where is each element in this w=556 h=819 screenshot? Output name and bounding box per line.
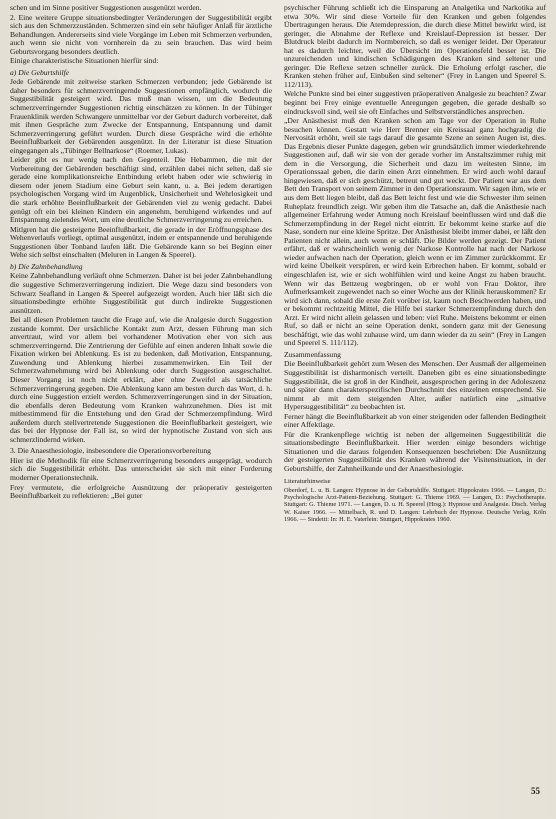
right-paragraph: Die Beeinflußbarkeit gehört zum Wesen des Menschen. Der Ausmaß der allgemeinen Suggestibilität ist disharmonisch verteilt. Daneben gibt es eine situationsbedingte Suggestibilität, die ist groß in der Kindheit, ausgesprochen gering in der Adoleszenz und später dann charakterspezifischen Durchschnitt des einzelnen entsprechend. Sie nimmt ab mit dem steigenden Alter, außer natürlich eine „situative Hypersuggestibilität“ zu beobachten ist. — [284, 359, 546, 412]
right-paragraph: „Der Anästhesist muß den Kranken schon am Tage vor der Operation in Ruhe besuchen können. Gestatt wie Herr Brenner ein Kreissaal ganz hochgradig die Nervosität erhöht, weil sie tags darauf die gesamte Szene an seinen Augen ist, dies. Das Ergebnis dieser Punkte dagegen, geben wir grundsätzlich immer wiederkehrende Suggestionen auf, daß wir sie von der gerade vorher im Anstaltszimmer ruhig mit dem in die Versorgung, die Sicherheit und dazu im weitesten Sinne, im Operationssaal geben, die darin einen Arzt einnehmen. Er wird auch wohl darauf hingewiesen, daß er sich geschützt, betreut und gut weckt. Der Patient war aus dem Bett den Transport von seinem Zimmer in den Operationsraum. Wir sagen ihm, wie er aus dem Bett liegen bleibt, daß das Bett leicht fest und wie die Schwester ihm seinen Ruheplatz freundlich zeigt. Wir geben ihm die Tatsache an, daß die Anästhesie nach allgemeiner Erfahrung weder Atmung noch Kreislauf beeinflussen wird und daß die Schmerzempfindung in der Regel nicht eintritt. Er bekommt keine starke auf die Nase, sondern nur eine kleine Spritze. Der Anästhesist bleibt immer dabei, er läßt den Patienten nicht allein, auch wenn er schläft. Die Bilder werden gezeigt. Der Patient erfährt, daß er wahrscheinlich wenig der Narkose Kontrolle hat nach der Narkose wieder aufwachen nach der Operation, gleich wenn er im Zimmer zurückkommt. Er wird keine Übelkeit verspüren, er wird kein Erbrechen haben. Er kommt, sobald er eingeschlafen ist, wie er sich wohlfühlen wird und keine Angst zu haben braucht. Wenn wir das Bettzeug wegbringen, ob er wohl von Frau Doktor, ihre Aufmerksamkeit zugewendet nach so einer Woche aus der Klinik herauskommen? Er wird sich dann, sobald die erste Zeit vorüber ist, kaum noch Beschwerden haben, und er bekommt rechtzeitig Mittel, die Hilfe bei starker Schmerzempfindung durch den Arzt. Er wird nicht allein gelassen und leben: viel Ruhe. Meistens bekommt er einen Ruf, so daß er nicht an seine Operation denkt, sondern ganz mit der Genesung beschäftigt, wie das wohl zuhause wird, um dann wieder da zu sein“ (Frey in Langen und Speerel S. 111/112). — [284, 116, 546, 348]
left-paragraph: Mitlgren hat die gesteigerte Beeinflußbarkeit, die gerade in der Eröffnungsphase des Wehenverlaufs vorliegt, optimal ausgenützt, indem er entspannende und beruhigende Suggestionen über Tonband laufen läßt. Die Gebärende kann so bei Beginn einer Wehe sich selbst einschalten (Meluren in Langen & Speerel). — [10, 224, 272, 260]
left-paragraph: schen und im Sinne positiver Suggestionen ausgenützt werden. — [10, 4, 202, 12]
right-text-column — [284, 4, 546, 809]
right-paragraph: Ferner hängt die Beeinflußbarkeit ab von einer steigenden oder fallenden Bedingtheit einer Affektlage. — [284, 411, 546, 430]
references-list: Oberdorf, L. u. B. Langen: Hypnose in der Geburtshilfe. Stuttgart: Hippokrates 1966. — Langen, D.: Psychologische Arzt-Patient-Beziehung. Stuttgart: G. Thieme 1969. — Langen, D.: Psychotherapie. Stuttgart: G. Thieme 1971. — Langen, D. u. H. Speerel (Hrsg.): Hypnose und Analgesie. Dtsch. Verlag W. Kaiser 1966. — Mittelbach, R. und D. Langen: Lehrbuch der Hypnose. Deutsche Verlag, Köln 1966. — Sindetti: In: H. E. Vaterlein: Stuttgart, Hippokrates 1960. — [284, 487, 546, 523]
left-paragraph: 2. Eine weitere Gruppe situationsbedingter Veränderungen der Suggestibilität ergibt sich aus den Schmerzzuständen. Schmerzen sind ein sehr häufiger Anlaß für ärztliche Behandlungen. Andererseits sind viele Vorgänge im Leben mit Schmerzen verbunden, auch wenn sie nicht von vornherein da zu sein brauchen. Das wird beim Geburtsvorgang besonders deutlich. — [10, 12, 272, 56]
page-number: 55 — [531, 786, 540, 796]
left-text-column — [10, 4, 272, 809]
left-paragraph: Jede Gebärende mit zeitweise starken Schmerzen verbunden; jede Gebärende ist daher besonders für schmerzverringernde Suggestionen empfänglich, wodurch die Suggestibilität gesteigert wird. Das muß man wissen, um die Bedeutung schmerzverringernder Suggestionen richtig einschätzen zu können. In der Tübinger Frauenklinik werden Schwangere unmittelbar vor der Geburt dadurch vorbereitet, daß mit ihnen Gespräche zum Zwecke der Entspannung, Entspannung und damit Schmerzverringerung geführt wurden. Durch diese Gespräche wird die erhöhte Beeinflußbarkeit der Gebärenden ausgenützt. In der Literatur ist diese Situation eingegangen als „Tübinger Bellnarkose“ (Roemer, Lukas). — [10, 77, 272, 155]
left-paragraph: Einige charakteristische Situationen hierfür sind: — [10, 56, 159, 66]
left-paragraph: Frey vermutete, die erfolgreiche Ausnützung der präoperativ gesteigerten Beeinflußbarkeit zu reflektieren: „Bei guter — [10, 482, 272, 501]
left-paragraph: Leider gibt es nur wenig nach den Gegenteil. Die Hebammen, die mit der Vorbereitung der Gebärenden beschäftigt sind, erzählen dabei nicht selten, daß sie gerade eine komplikationsreiche Entbindung erlebt haben oder wie schwierig in diesem oder jenem Stadium eine Geburt sein kann, u. a. Bei jedem derartigen psychologischen Vorgang wird im Augenblick, Unsicherheit und Wehrlosigkeit und die stark erhöhte Beeinflußbarkeit der Gebärenden viel zu wenig gedacht. Dabei genügt oft ein bei kleinen Kindern ein angenehm, beruhigend wirkendes und auf Entspannung zielendes Wort, um eine deutliche Schmerzverringerung zu erreichen. — [10, 155, 272, 225]
left-paragraph: Bei all diesen Problemen taucht die Frage auf, wie die Analgesie durch Suggestion zustande kommt. Der ursächliche Kontakt zum Arzt, dessen Führung man sich anvertraut, wird vor allem bei vorhandener Motivation eher von sich aus schmerzverringernd. Die Zentrierung der Gefühle auf einen anderen Inhalt sowie die Fixation wirken bei Ablenkung. Es ist zu bedenken, daß Motivation, Entspannung, Zuwendung und Ablenkung hierbei zusammenwirken. Ein Teil der Schmerzwahrnehmung wird bei Ablenkung oder durch Suggestion ausgeschaltet. Dieser Vorgang ist noch nicht erklärt, aber ohne Zweifel als tatsächliche Schmerzverringerung gegeben. Die Ablenkung kann am besten durch das Wort, d. h. durch eine Suggestion erzielt werden. Schmerzverringerungen sind in der Situation, die ebenfalls deren Bedeutung vom Kranken wahrzunehmen. Dies ist mit mitbestimmend für die Entstehung und den Grad der Schmerzempfindung. Wird außerdem durch stellvertretende Suggestionen die Beeinflußbarkeit gesteigert, wie das bei der Hypnose der Fall ist, so wird der hypnotische Zustand von sich aus schmerzlindernd wirken. — [10, 315, 272, 444]
right-paragraph: Für die Krankenpflege wichtig ist neben der allgemeinen Suggestibilität die situationsbedingte Beeinflußbarkeit. Hier werden einige besonders wichtige Situationen und die daraus folgenden Konsequenzen beschrieben: Die Ausnützung der gesteigerten Suggestibilität des Kranken während der Visitensituation, in der Geburtshilfe, der Zahnheilkunde und der Anaesthesiologie. — [284, 429, 546, 473]
left-paragraph: Hier ist die Methodik für eine Schmerzverringerung besonders ausgeprägt, wodurch sich die Suggestibilität erhöht. Das unterscheidet sie sich mit einer Forderung moderner Operationstechnik. — [10, 455, 272, 482]
left-section-heading: a) Die Geburtshilfe — [10, 67, 70, 77]
left-section-heading: 3. Die Anaesthesiologie, insbesondere die Operationsvorbereitung — [10, 446, 211, 456]
left-section-heading: b) Die Zahnbehandlung — [10, 261, 83, 271]
left-paragraph: Keine Zahnbehandlung verläuft ohne Schmerzen. Daher ist bei jeder Zahnbehandlung die suggestive Schmerzverringerung indiziert. Die Wege dazu sind besonders von Schwarz Seafland in Langen & Speerel aufgezeigt worden. Auch hier läßt sich die situationsbedingte erhöhte Suggestibilität gut durch indirekte Suggestionen ausnützen. — [10, 271, 272, 315]
right-paragraph: Welche Punkte sind bei einer suggestiven präoperativen Analgesie zu beachten? Zwar beginnt bei Frey einige eventuelle Anregungen gegeben, die gerade deshalb so eindrucksvoll sind, weil sie oft Einfaches und Selbstverständliches ansprechen. — [284, 89, 546, 116]
right-paragraph: psychischer Führung schließt ich die Einsparung an Analgetika und Narkotika auf etwa 30%. Wir sind diese Vorteile für den Kranken und geben folgendes Übertragungen heraus. Die Atemdepression, die durch diese Mittel bewirkt wird, ist geringer, die Abnahme der Reflexe und Kreislauf-Depression ist besser. Der Blutdruck bleibt dadurch im Normbereich, so daß es weniger leidet. Der Operateur hat es dadurch leichter, weil die Übersicht im Operationsfeld besser ist. Die unzureichenden und kindischen Schädigungen des Kranken sind seltener und geringer. Die Reflexe setzen schneller zurück. Die Erholung erfolgt rascher, die Kranken stehen früher auf, Einbußen sind seltener“ (Frey in Langen und Speerel S. 112/113). — [284, 4, 546, 89]
references-heading: Literaturhinweise — [284, 477, 331, 485]
right-section-heading: Zusammenfassung — [284, 349, 341, 359]
